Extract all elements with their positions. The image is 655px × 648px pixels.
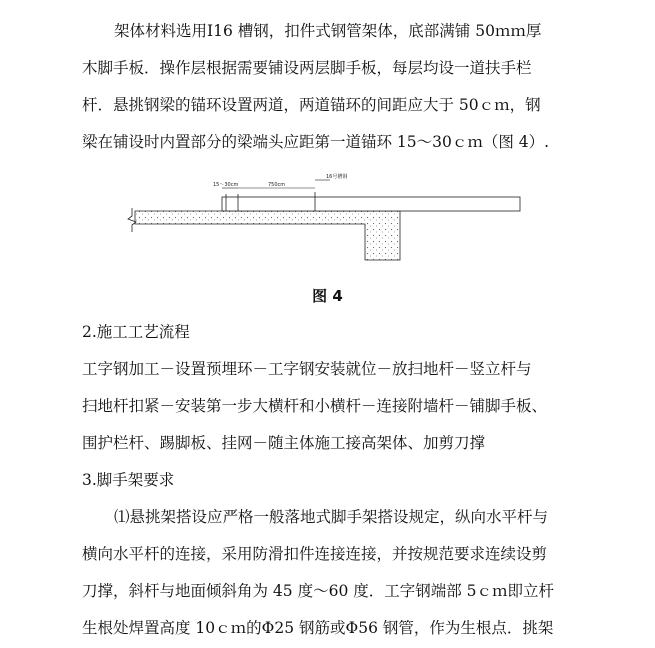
figure-caption: 图 4 <box>312 287 343 305</box>
section3-line1: ⑴悬挑架搭设应严格一般落地式脚手架搭设规定，纵向水平杆与 <box>114 508 549 526</box>
channel-label: 16号槽钢 <box>326 174 348 180</box>
section2-line1: 工字钢加工－设置预埋环－工字钢安装就位－放扫地杆－竖立杆与 <box>82 360 532 378</box>
dim-label-a: 15～30cm <box>213 182 239 188</box>
dim-label-b: 750cm <box>268 182 286 188</box>
section2-line3: 围护栏杆、踢脚板、挂网－随主体施工接高架体、加剪刀撑 <box>82 434 486 452</box>
para1-line3: 杆．悬挑钢梁的锚环设置两道，两道锚环的间距应大于 50ｃｍ，钢 <box>82 96 541 114</box>
section3-heading: 3.脚手架要求 <box>82 471 175 489</box>
section3-line2: 横向水平杆的连接，采用防滑扣件连接连接，并按规范要求连续设剪 <box>82 545 548 563</box>
para1-line4: 梁在铺设时内置部分的梁端头应距第一道锚环 15～30ｃｍ（图 4）. <box>82 133 550 151</box>
section3-line4: 生根处焊置高度 10ｃｍ的Φ25 钢筋或Φ56 钢管，作为生根点．挑架 <box>82 619 554 637</box>
section2-line2: 扫地杆扣紧－安装第一步大横杆和小横杆－连接附墙杆－铺脚手板、 <box>82 397 548 415</box>
section2-heading: 2.施工工艺流程 <box>82 323 190 341</box>
para1-line1: 架体材料选用Ⅰ16 槽钢，扣件式钢管架体，底部满铺 50ｍｍ厚 <box>114 22 542 40</box>
concrete-slab <box>135 211 400 260</box>
para1-line2: 木脚手板．操作层根据需要铺设两层脚手板，每层均设一道扶手栏 <box>82 59 532 77</box>
section3-line3: 刀撑，斜杆与地面倾斜角为 45 度～60 度．工字钢端部 5ｃｍ即立杆 <box>82 582 555 600</box>
steel-beam <box>222 197 520 211</box>
